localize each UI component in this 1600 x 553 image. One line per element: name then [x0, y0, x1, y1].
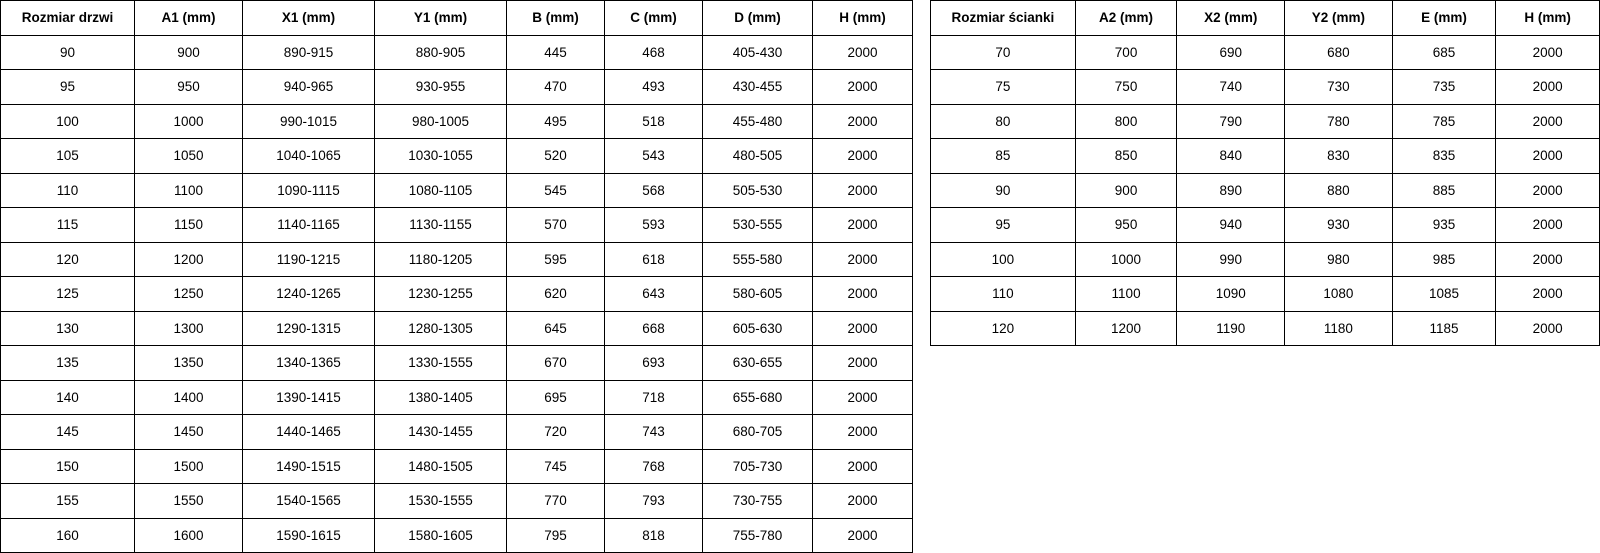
- walls-cell: 800: [1075, 104, 1177, 139]
- doors-cell: 940-965: [243, 70, 375, 105]
- doors-cell: 620: [507, 277, 605, 312]
- doors-cell: 1300: [135, 311, 243, 346]
- walls-specification-table: [930, 0, 1600, 346]
- table-row: [1, 173, 913, 208]
- doors-cell: 1350: [135, 346, 243, 381]
- doors-cell: 2000: [813, 208, 913, 243]
- walls-table-container: [930, 0, 1600, 346]
- doors-cell: 2000: [813, 311, 913, 346]
- doors-cell: 2000: [813, 139, 913, 174]
- doors-column-header: X1 (mm): [243, 1, 375, 36]
- doors-cell: 795: [507, 518, 605, 553]
- doors-cell: 1190-1215: [243, 242, 375, 277]
- walls-cell: 1180: [1285, 311, 1393, 346]
- doors-cell: 2000: [813, 70, 913, 105]
- doors-cell: 1130-1155: [375, 208, 507, 243]
- doors-cell: 718: [605, 380, 703, 415]
- table-row: [931, 104, 1600, 139]
- doors-cell: 115: [1, 208, 135, 243]
- walls-column-header: X2 (mm): [1177, 1, 1285, 36]
- doors-cell: 495: [507, 104, 605, 139]
- walls-cell: 2000: [1496, 277, 1600, 312]
- doors-cell: 705-730: [703, 449, 813, 484]
- doors-cell: 1050: [135, 139, 243, 174]
- walls-cell: 900: [1075, 173, 1177, 208]
- doors-cell: 818: [605, 518, 703, 553]
- doors-cell: 2000: [813, 415, 913, 450]
- doors-cell: 745: [507, 449, 605, 484]
- doors-cell: 720: [507, 415, 605, 450]
- walls-cell: 730: [1285, 70, 1393, 105]
- doors-cell: 2000: [813, 380, 913, 415]
- walls-cell: 980: [1285, 242, 1393, 277]
- table-row: [931, 70, 1600, 105]
- doors-cell: 480-505: [703, 139, 813, 174]
- doors-cell: 570: [507, 208, 605, 243]
- doors-cell: 493: [605, 70, 703, 105]
- doors-cell: 1380-1405: [375, 380, 507, 415]
- doors-cell: 140: [1, 380, 135, 415]
- doors-cell: 890-915: [243, 35, 375, 70]
- doors-cell: 100: [1, 104, 135, 139]
- doors-cell: 530-555: [703, 208, 813, 243]
- walls-cell: 85: [931, 139, 1076, 174]
- doors-cell: 645: [507, 311, 605, 346]
- table-row: [1, 104, 913, 139]
- walls-column-header: E (mm): [1392, 1, 1496, 36]
- doors-table-header: [1, 1, 913, 36]
- walls-cell: 2000: [1496, 139, 1600, 174]
- table-row: [1, 484, 913, 519]
- doors-cell: 1530-1555: [375, 484, 507, 519]
- walls-cell: 880: [1285, 173, 1393, 208]
- doors-cell: 468: [605, 35, 703, 70]
- doors-cell: 880-905: [375, 35, 507, 70]
- doors-cell: 1200: [135, 242, 243, 277]
- walls-cell: 2000: [1496, 242, 1600, 277]
- doors-cell: 543: [605, 139, 703, 174]
- table-row: [931, 35, 1600, 70]
- doors-cell: 618: [605, 242, 703, 277]
- doors-cell: 2000: [813, 518, 913, 553]
- doors-cell: 1500: [135, 449, 243, 484]
- doors-cell: 2000: [813, 484, 913, 519]
- walls-cell: 1200: [1075, 311, 1177, 346]
- doors-cell: 1040-1065: [243, 139, 375, 174]
- doors-cell: 1030-1055: [375, 139, 507, 174]
- table-header-row: [931, 1, 1600, 36]
- doors-cell: 2000: [813, 104, 913, 139]
- table-row: [931, 277, 1600, 312]
- table-row: [1, 70, 913, 105]
- doors-cell: 430-455: [703, 70, 813, 105]
- walls-cell: 735: [1392, 70, 1496, 105]
- doors-cell: 1000: [135, 104, 243, 139]
- doors-cell: 755-780: [703, 518, 813, 553]
- doors-cell: 125: [1, 277, 135, 312]
- walls-cell: 2000: [1496, 311, 1600, 346]
- doors-cell: 155: [1, 484, 135, 519]
- doors-cell: 90: [1, 35, 135, 70]
- walls-cell: 940: [1177, 208, 1285, 243]
- table-row: [1, 380, 913, 415]
- walls-cell: 80: [931, 104, 1076, 139]
- doors-column-header: B (mm): [507, 1, 605, 36]
- doors-cell: 1280-1305: [375, 311, 507, 346]
- walls-cell: 990: [1177, 242, 1285, 277]
- doors-cell: 1400: [135, 380, 243, 415]
- doors-cell: 405-430: [703, 35, 813, 70]
- doors-cell: 1580-1605: [375, 518, 507, 553]
- doors-cell: 695: [507, 380, 605, 415]
- doors-cell: 1450: [135, 415, 243, 450]
- doors-cell: 1590-1615: [243, 518, 375, 553]
- doors-cell: 568: [605, 173, 703, 208]
- table-row: [931, 139, 1600, 174]
- doors-cell: 1490-1515: [243, 449, 375, 484]
- doors-cell: 455-480: [703, 104, 813, 139]
- doors-cell: 2000: [813, 35, 913, 70]
- walls-cell: 835: [1392, 139, 1496, 174]
- doors-cell: 135: [1, 346, 135, 381]
- doors-cell: 555-580: [703, 242, 813, 277]
- walls-cell: 1090: [1177, 277, 1285, 312]
- walls-cell: 680: [1285, 35, 1393, 70]
- doors-cell: 1440-1465: [243, 415, 375, 450]
- walls-cell: 2000: [1496, 70, 1600, 105]
- doors-cell: 930-955: [375, 70, 507, 105]
- doors-cell: 630-655: [703, 346, 813, 381]
- doors-cell: 950: [135, 70, 243, 105]
- walls-cell: 950: [1075, 208, 1177, 243]
- doors-column-header: A1 (mm): [135, 1, 243, 36]
- walls-table-header: [931, 1, 1600, 36]
- walls-cell: 1190: [1177, 311, 1285, 346]
- walls-cell: 935: [1392, 208, 1496, 243]
- walls-column-header: Rozmiar ścianki: [931, 1, 1076, 36]
- doors-cell: 1080-1105: [375, 173, 507, 208]
- doors-cell: 1230-1255: [375, 277, 507, 312]
- walls-cell: 890: [1177, 173, 1285, 208]
- table-row: [931, 242, 1600, 277]
- walls-cell: 75: [931, 70, 1076, 105]
- doors-cell: 2000: [813, 277, 913, 312]
- walls-cell: 110: [931, 277, 1076, 312]
- doors-cell: 160: [1, 518, 135, 553]
- doors-cell: 1100: [135, 173, 243, 208]
- walls-cell: 840: [1177, 139, 1285, 174]
- walls-column-header: A2 (mm): [1075, 1, 1177, 36]
- table-row: [1, 277, 913, 312]
- table-row: [931, 173, 1600, 208]
- walls-cell: 700: [1075, 35, 1177, 70]
- doors-cell: 1390-1415: [243, 380, 375, 415]
- doors-cell: 2000: [813, 173, 913, 208]
- doors-cell: 655-680: [703, 380, 813, 415]
- doors-cell: 1480-1505: [375, 449, 507, 484]
- doors-cell: 520: [507, 139, 605, 174]
- table-row: [1, 415, 913, 450]
- walls-cell: 1085: [1392, 277, 1496, 312]
- doors-cell: 445: [507, 35, 605, 70]
- doors-cell: 2000: [813, 346, 913, 381]
- table-row: [1, 139, 913, 174]
- table-row: [1, 311, 913, 346]
- doors-cell: 110: [1, 173, 135, 208]
- doors-cell: 768: [605, 449, 703, 484]
- doors-cell: 1150: [135, 208, 243, 243]
- doors-cell: 1550: [135, 484, 243, 519]
- doors-cell: 900: [135, 35, 243, 70]
- walls-cell: 790: [1177, 104, 1285, 139]
- walls-cell: 785: [1392, 104, 1496, 139]
- doors-cell: 670: [507, 346, 605, 381]
- walls-cell: 90: [931, 173, 1076, 208]
- walls-cell: 1000: [1075, 242, 1177, 277]
- doors-cell: 1340-1365: [243, 346, 375, 381]
- doors-table-body: [1, 35, 913, 553]
- walls-cell: 780: [1285, 104, 1393, 139]
- doors-cell: 505-530: [703, 173, 813, 208]
- doors-cell: 95: [1, 70, 135, 105]
- table-row: [1, 35, 913, 70]
- doors-cell: 2000: [813, 449, 913, 484]
- table-row: [1, 449, 913, 484]
- table-row: [1, 242, 913, 277]
- walls-cell: 2000: [1496, 35, 1600, 70]
- doors-cell: 743: [605, 415, 703, 450]
- doors-cell: 605-630: [703, 311, 813, 346]
- doors-cell: 595: [507, 242, 605, 277]
- doors-cell: 1250: [135, 277, 243, 312]
- doors-cell: 105: [1, 139, 135, 174]
- walls-cell: 70: [931, 35, 1076, 70]
- doors-cell: 1090-1115: [243, 173, 375, 208]
- doors-cell: 145: [1, 415, 135, 450]
- doors-cell: 518: [605, 104, 703, 139]
- doors-cell: 770: [507, 484, 605, 519]
- table-row: [931, 311, 1600, 346]
- doors-cell: 990-1015: [243, 104, 375, 139]
- walls-cell: 1185: [1392, 311, 1496, 346]
- walls-cell: 95: [931, 208, 1076, 243]
- doors-cell: 1430-1455: [375, 415, 507, 450]
- doors-cell: 1290-1315: [243, 311, 375, 346]
- walls-cell: 1080: [1285, 277, 1393, 312]
- walls-cell: 985: [1392, 242, 1496, 277]
- doors-column-header: C (mm): [605, 1, 703, 36]
- doors-cell: 150: [1, 449, 135, 484]
- doors-column-header: Rozmiar drzwi: [1, 1, 135, 36]
- walls-cell: 885: [1392, 173, 1496, 208]
- walls-cell: 740: [1177, 70, 1285, 105]
- doors-cell: 1540-1565: [243, 484, 375, 519]
- doors-cell: 130: [1, 311, 135, 346]
- doors-cell: 980-1005: [375, 104, 507, 139]
- doors-cell: 593: [605, 208, 703, 243]
- walls-cell: 750: [1075, 70, 1177, 105]
- doors-column-header: D (mm): [703, 1, 813, 36]
- walls-cell: 685: [1392, 35, 1496, 70]
- doors-cell: 680-705: [703, 415, 813, 450]
- walls-cell: 930: [1285, 208, 1393, 243]
- doors-column-header: H (mm): [813, 1, 913, 36]
- doors-cell: 643: [605, 277, 703, 312]
- doors-column-header: Y1 (mm): [375, 1, 507, 36]
- walls-cell: 120: [931, 311, 1076, 346]
- doors-cell: 693: [605, 346, 703, 381]
- walls-cell: 830: [1285, 139, 1393, 174]
- table-row: [1, 518, 913, 553]
- walls-cell: 100: [931, 242, 1076, 277]
- table-row: [1, 208, 913, 243]
- doors-cell: 793: [605, 484, 703, 519]
- walls-cell: 690: [1177, 35, 1285, 70]
- doors-cell: 1140-1165: [243, 208, 375, 243]
- doors-cell: 668: [605, 311, 703, 346]
- walls-cell: 1100: [1075, 277, 1177, 312]
- walls-cell: 850: [1075, 139, 1177, 174]
- doors-cell: 1600: [135, 518, 243, 553]
- doors-cell: 580-605: [703, 277, 813, 312]
- doors-cell: 470: [507, 70, 605, 105]
- walls-cell: 2000: [1496, 208, 1600, 243]
- table-row: [1, 346, 913, 381]
- doors-cell: 545: [507, 173, 605, 208]
- doors-cell: 1240-1265: [243, 277, 375, 312]
- doors-cell: 1180-1205: [375, 242, 507, 277]
- doors-cell: 1330-1555: [375, 346, 507, 381]
- walls-column-header: Y2 (mm): [1285, 1, 1393, 36]
- table-header-row: [1, 1, 913, 36]
- doors-cell: 2000: [813, 242, 913, 277]
- table-row: [931, 208, 1600, 243]
- doors-cell: 730-755: [703, 484, 813, 519]
- walls-cell: 2000: [1496, 173, 1600, 208]
- walls-column-header: H (mm): [1496, 1, 1600, 36]
- walls-table-body: [931, 35, 1600, 346]
- walls-cell: 2000: [1496, 104, 1600, 139]
- doors-cell: 120: [1, 242, 135, 277]
